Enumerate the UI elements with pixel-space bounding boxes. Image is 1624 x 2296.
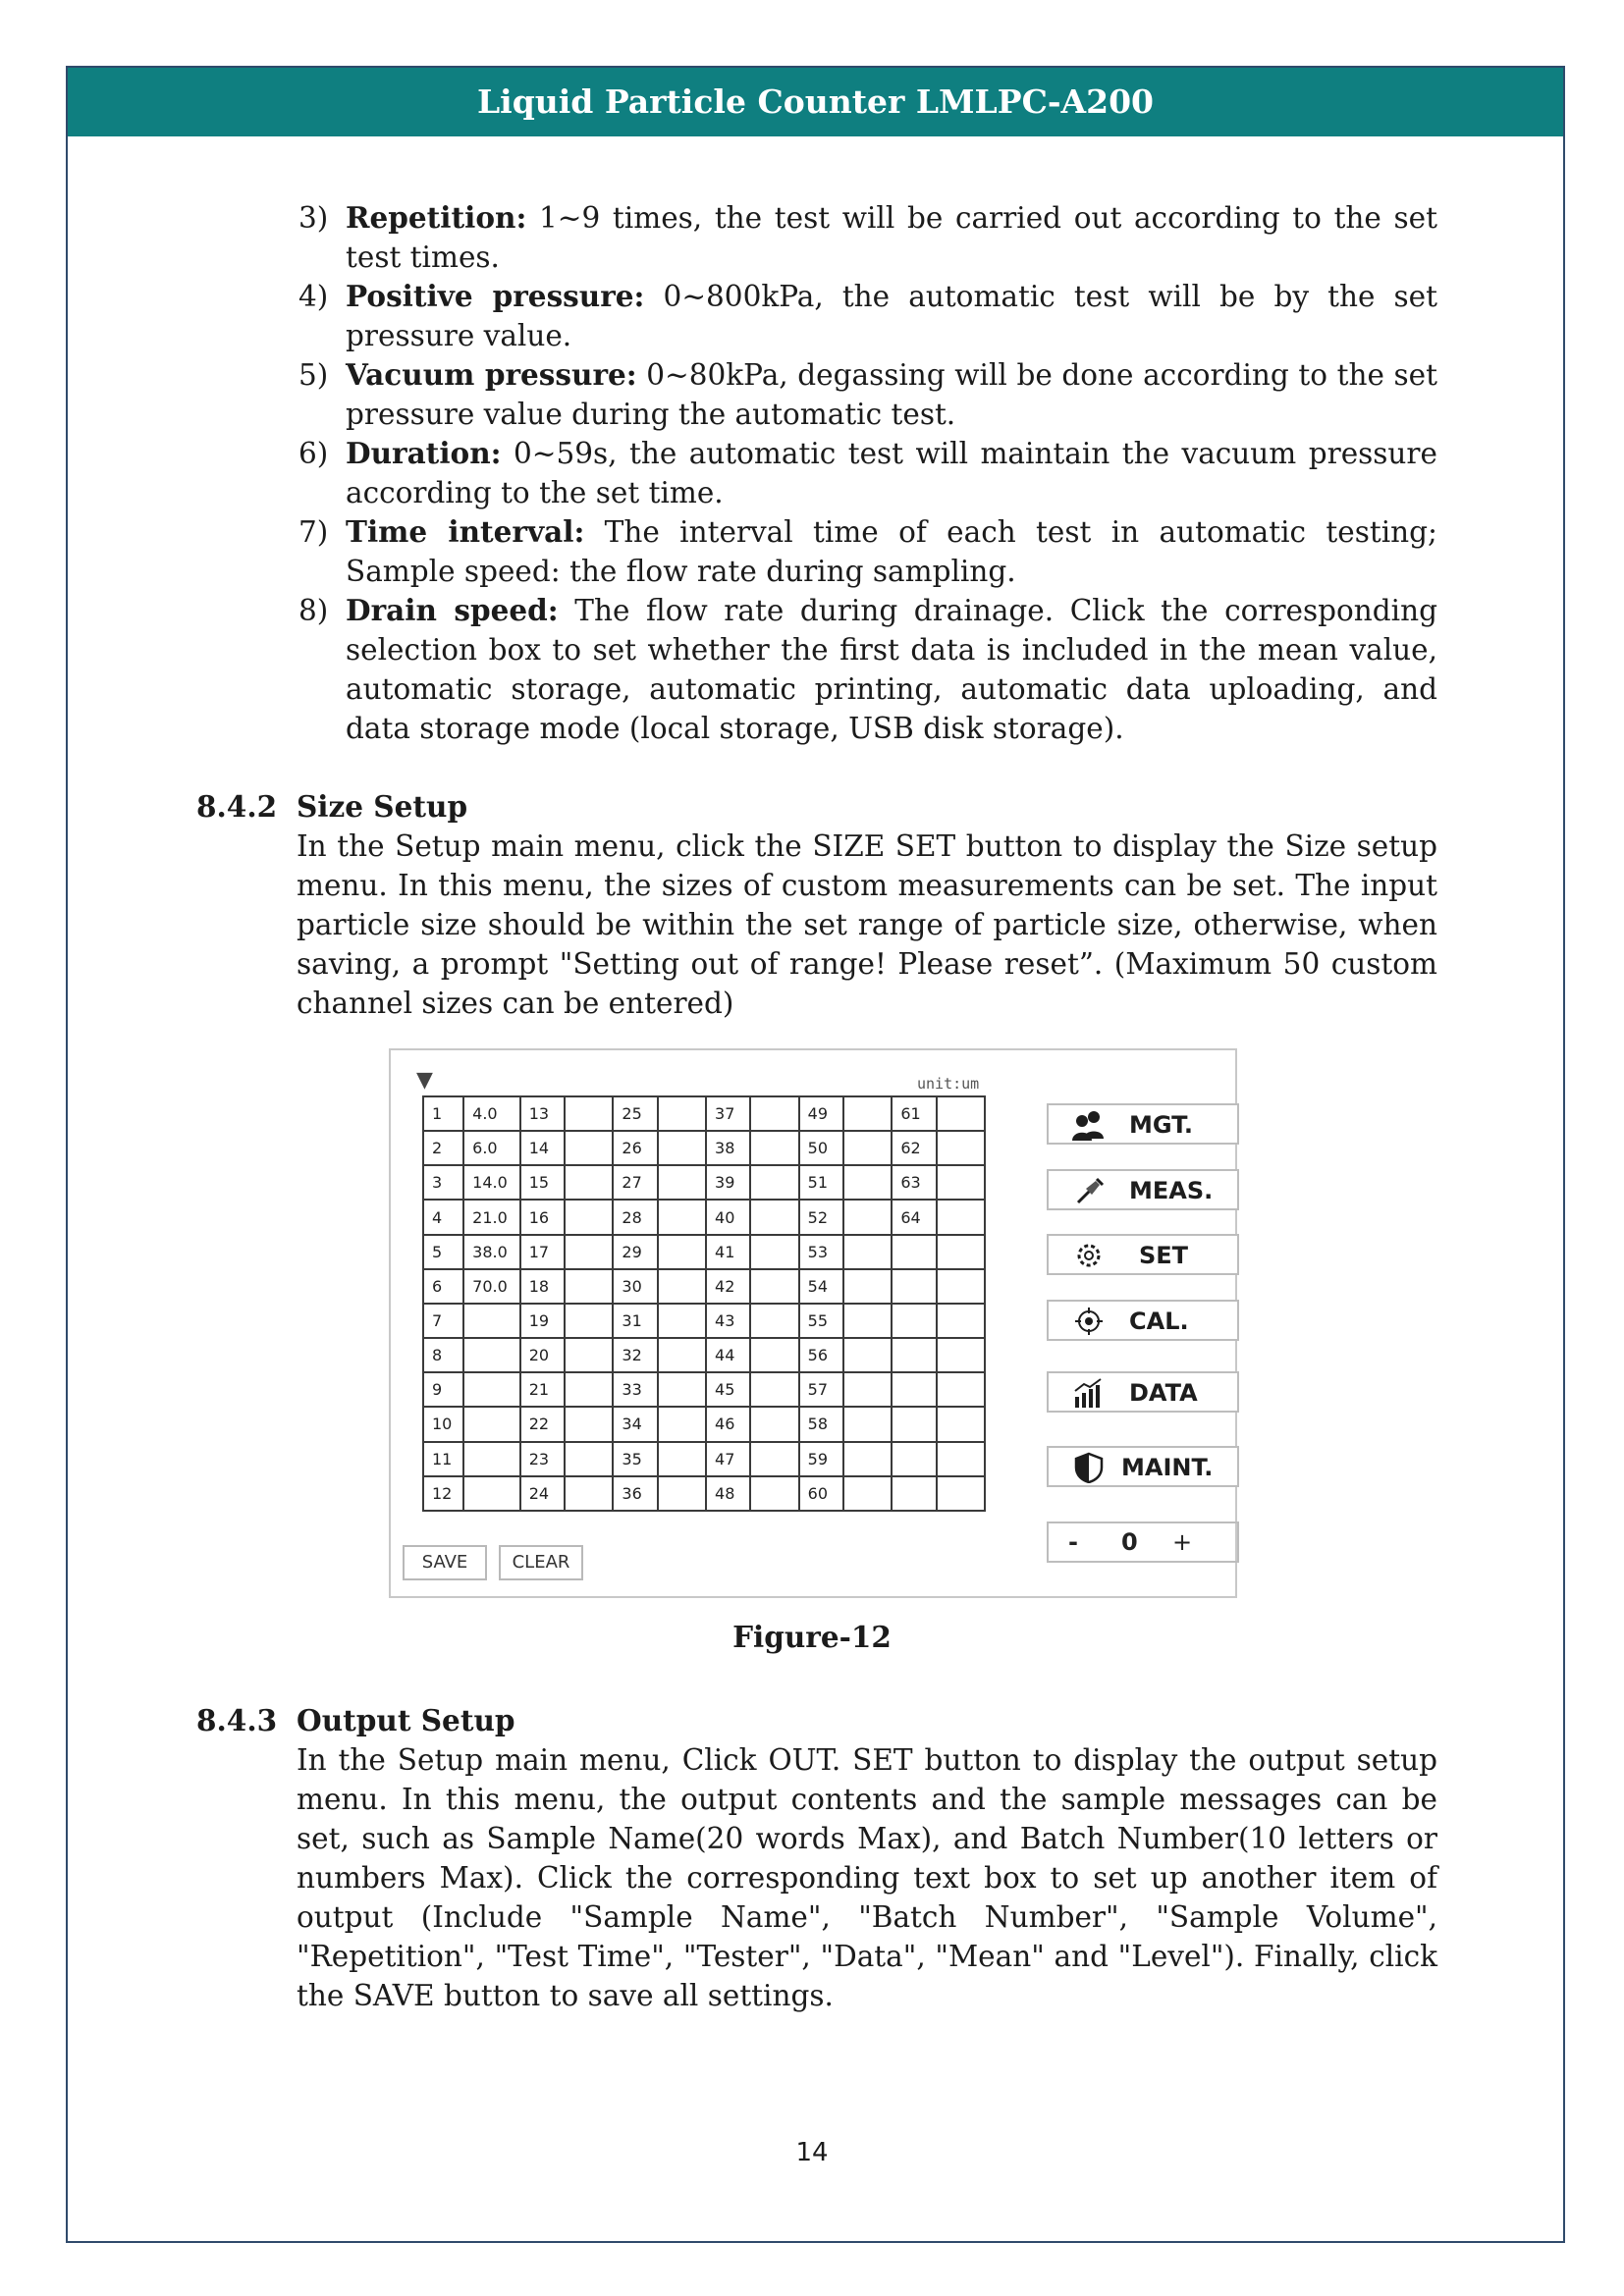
channel-number: 55 [799,1304,843,1338]
channel-number: 8 [423,1338,463,1372]
size-value-cell[interactable] [750,1372,798,1407]
size-value-cell[interactable] [565,1304,613,1338]
size-value-cell[interactable] [658,1269,706,1304]
channel-number [892,1338,936,1372]
item-number: 7) [298,515,329,549]
item-label: Repetition: [346,200,527,235]
size-value-cell[interactable] [843,1269,892,1304]
size-value-cell[interactable] [843,1338,892,1372]
size-value-cell[interactable] [843,1096,892,1131]
channel-number: 7 [423,1304,463,1338]
plus-button[interactable]: + [1172,1528,1193,1556]
channel-number: 10 [423,1407,463,1441]
channel-number [892,1442,936,1476]
size-value-cell[interactable] [750,1476,798,1511]
chart-icon [1072,1377,1106,1409]
table-row [423,1269,985,1304]
maint-label: MAINT. [1121,1454,1214,1481]
size-setup-screen [389,1048,1237,1598]
stepper-value: 0 [1121,1528,1138,1556]
channel-number: 43 [706,1304,750,1338]
size-value-cell[interactable] [658,1338,706,1372]
size-value-cell[interactable] [750,1304,798,1338]
channel-number: 53 [799,1235,843,1269]
size-value-cell[interactable] [750,1235,798,1269]
channel-number: 54 [799,1269,843,1304]
channel-number: 38 [706,1131,750,1165]
size-value-cell[interactable] [658,1131,706,1165]
channel-number: 56 [799,1338,843,1372]
channel-number: 27 [613,1165,657,1200]
size-value-cell[interactable] [937,1304,985,1338]
channel-number: 39 [706,1165,750,1200]
size-value-cell[interactable] [658,1096,706,1131]
set-label: SET [1139,1242,1189,1269]
channel-number: 30 [613,1269,657,1304]
size-value-cell[interactable] [565,1338,613,1372]
table-row [423,1165,985,1200]
size-value-cell[interactable] [750,1131,798,1165]
size-value-cell[interactable] [843,1476,892,1511]
size-value-cell[interactable] [565,1131,613,1165]
size-value-cell[interactable] [565,1372,613,1407]
size-value-cell[interactable] [937,1442,985,1476]
size-value-cell[interactable] [565,1200,613,1234]
channel-number: 3 [423,1165,463,1200]
item-number: 3) [298,201,329,235]
cal-button[interactable] [1047,1300,1239,1341]
channel-number [892,1235,936,1269]
channel-number: 25 [613,1096,657,1131]
channel-number: 6 [423,1269,463,1304]
size-value-cell[interactable] [843,1407,892,1441]
channel-number: 50 [799,1131,843,1165]
list-item-repetition [291,198,1437,277]
page-number: 14 [795,2138,829,2167]
table-row [423,1304,985,1338]
set-button[interactable] [1047,1234,1239,1275]
size-value-cell[interactable] [565,1269,613,1304]
channel-number: 59 [799,1442,843,1476]
channel-number: 16 [520,1200,565,1234]
channel-number: 40 [706,1200,750,1234]
size-value-cell[interactable] [843,1131,892,1165]
channel-number: 13 [520,1096,565,1131]
item-number: 4) [298,280,329,313]
size-value-cell[interactable] [658,1304,706,1338]
page-header: Liquid Particle Counter LMLPC-A200 [68,68,1563,136]
save-button[interactable]: SAVE [403,1545,487,1580]
section-paragraph: In the Setup main menu, click the SIZE SET button to display the Size setup menu. In this menu, the sizes of custom measurements can be set. The input particle size should be within the set range of particle size, otherwise, when saving, a prompt "Setting out of range! Please reset”. (Maximum 50 custom channel sizes can be entered) [297,829,1437,1020]
size-value-cell[interactable] [463,1407,520,1441]
channel-number: 21 [520,1372,565,1407]
syringe-icon [1072,1175,1106,1206]
data-label: DATA [1129,1379,1198,1407]
size-value-cell[interactable] [658,1476,706,1511]
channel-number [892,1269,936,1304]
channel-number [892,1372,936,1407]
size-value-cell[interactable] [937,1200,985,1234]
channel-number: 18 [520,1269,565,1304]
section-number: 8.4.3 [196,1703,278,1737]
cal-label: CAL. [1129,1308,1189,1335]
size-value-cell[interactable] [843,1165,892,1200]
item-label: Positive pressure: [346,279,645,313]
size-value-cell[interactable] [565,1235,613,1269]
item-number: 6) [298,437,329,470]
size-value-cell[interactable] [750,1338,798,1372]
size-value-cell[interactable] [658,1200,706,1234]
list-item-time-interval [291,512,1437,591]
size-value-cell[interactable] [750,1200,798,1234]
size-value-cell[interactable] [658,1165,706,1200]
item-number: 8) [298,594,329,627]
channel-number: 9 [423,1372,463,1407]
item-text: 0~800kPa, the automatic test will be by the set pressure value. [346,280,1437,352]
size-value-cell[interactable] [565,1476,613,1511]
table-row [423,1096,985,1131]
channel-number: 36 [613,1476,657,1511]
channel-number: 34 [613,1407,657,1441]
channel-number: 42 [706,1269,750,1304]
meas-label: MEAS. [1129,1177,1214,1204]
channel-number: 5 [423,1235,463,1269]
channel-number: 2 [423,1131,463,1165]
size-value-cell[interactable]: 70.0 [463,1269,520,1304]
channel-number: 24 [520,1476,565,1511]
channel-number: 48 [706,1476,750,1511]
mgt-button[interactable] [1047,1103,1239,1145]
channel-number: 1 [423,1096,463,1131]
table-row [423,1200,985,1234]
size-value-cell[interactable] [463,1476,520,1511]
meas-button[interactable] [1047,1169,1239,1210]
table-row [423,1372,985,1407]
item-label: Duration: [346,436,502,470]
channel-number: 45 [706,1372,750,1407]
table-row [423,1476,985,1511]
channel-number: 63 [892,1165,936,1200]
size-value-cell[interactable] [565,1096,613,1131]
size-value-cell[interactable] [565,1165,613,1200]
size-value-cell[interactable] [750,1269,798,1304]
target-icon [1072,1306,1106,1337]
size-value-cell[interactable] [463,1372,520,1407]
item-label: Time interval: [346,514,585,549]
channel-number: 20 [520,1338,565,1372]
size-value-cell[interactable] [565,1407,613,1441]
channel-number: 33 [613,1372,657,1407]
size-value-cell[interactable] [463,1442,520,1476]
size-value-cell[interactable] [750,1096,798,1131]
size-value-cell[interactable] [937,1372,985,1407]
item-text: The interval time of each test in automatic testing; Sample speed: the flow rate during sampling. [346,515,1437,588]
channel-number: 46 [706,1407,750,1441]
channel-number: 49 [799,1096,843,1131]
clear-button[interactable]: CLEAR [499,1545,583,1580]
section-title: Output Setup [297,1703,515,1737]
table-row [423,1407,985,1441]
channel-number: 57 [799,1372,843,1407]
channel-number: 15 [520,1165,565,1200]
channel-number [892,1304,936,1338]
channel-number: 14 [520,1131,565,1165]
channel-number: 64 [892,1200,936,1234]
channel-number: 58 [799,1407,843,1441]
list-item-duration [291,434,1437,512]
table-row [423,1235,985,1269]
size-value-cell[interactable] [658,1372,706,1407]
channel-number: 44 [706,1338,750,1372]
size-value-cell[interactable]: 4.0 [463,1096,520,1131]
channel-number: 41 [706,1235,750,1269]
channel-number: 35 [613,1442,657,1476]
channel-number: 31 [613,1304,657,1338]
dropdown-arrow-icon[interactable]: ▼ [416,1068,433,1093]
size-value-cell[interactable] [937,1235,985,1269]
channel-number: 11 [423,1442,463,1476]
size-value-cell[interactable] [937,1476,985,1511]
size-value-cell[interactable] [937,1131,985,1165]
size-value-cell[interactable] [843,1200,892,1234]
settings-list [291,198,1437,748]
channel-number: 52 [799,1200,843,1234]
channel-number: 22 [520,1407,565,1441]
size-value-cell[interactable]: 6.0 [463,1131,520,1165]
shield-icon [1072,1452,1106,1483]
table-row [423,1442,985,1476]
channel-number: 61 [892,1096,936,1131]
users-icon [1072,1109,1106,1141]
list-item-drain-speed [291,591,1437,748]
size-value-cell[interactable] [937,1165,985,1200]
channel-number: 4 [423,1200,463,1234]
channel-number: 17 [520,1235,565,1269]
size-value-cell[interactable] [843,1235,892,1269]
channel-number: 62 [892,1131,936,1165]
section-paragraph: In the Setup main menu, Click OUT. SET button to display the output setup menu. In this menu, the output contents and the sample messages can be set, such as Sample Name(20 words Max), and Batch Number(10 letters or numbers Max). Click the corresponding text box to set up another item of output (Include "Sample Name", "Batch Number", "Sample Volume", "Repetition", "Test Time", "Tester", "Data", "Mean" and "Level"). Finally, click the SAVE button to save all settings. [297,1743,1437,2012]
size-value-cell[interactable] [658,1235,706,1269]
channel-number: 47 [706,1442,750,1476]
channel-number: 12 [423,1476,463,1511]
size-value-cell[interactable] [463,1304,520,1338]
table-row [423,1338,985,1372]
size-value-cell[interactable] [463,1338,520,1372]
gear-icon [1072,1240,1106,1271]
maint-button[interactable] [1047,1446,1239,1487]
size-value-cell[interactable]: 38.0 [463,1235,520,1269]
section-title: Size Setup [297,789,468,824]
list-item-vacuum-pressure [291,355,1437,434]
size-value-cell[interactable]: 21.0 [463,1200,520,1234]
channel-number: 32 [613,1338,657,1372]
list-item-positive-pressure [291,277,1437,355]
channel-number: 29 [613,1235,657,1269]
size-value-cell[interactable] [750,1165,798,1200]
channel-number: 51 [799,1165,843,1200]
channel-number: 37 [706,1096,750,1131]
item-text: 1~9 times, the test will be carried out according to the set test times. [346,201,1437,274]
data-button[interactable] [1047,1371,1239,1413]
size-value-cell[interactable] [937,1269,985,1304]
channel-number: 23 [520,1442,565,1476]
size-value-cell[interactable] [750,1442,798,1476]
figure-caption: Figure-12 [732,1620,892,1654]
item-label: Drain speed: [346,593,559,627]
channel-number: 60 [799,1476,843,1511]
item-text: 0~80kPa, degassing will be done according to the set pressure value during the automatic test. [346,358,1437,431]
section-number: 8.4.2 [196,789,278,824]
channel-number: 28 [613,1200,657,1234]
size-value-cell[interactable] [843,1442,892,1476]
size-value-cell[interactable] [937,1338,985,1372]
size-value-cell[interactable] [750,1407,798,1441]
size-value-cell[interactable] [843,1372,892,1407]
table-row [423,1131,985,1165]
size-value-cell[interactable] [843,1304,892,1338]
size-value-cell[interactable]: 14.0 [463,1165,520,1200]
item-text: 0~59s, the automatic test will maintain the vacuum pressure according to the set time. [346,437,1437,509]
item-text: The flow rate during drainage. Click the corresponding selection box to set whether the first data is included in the mean value, automatic storage, automatic printing, automatic data uploading, and data storage mode (local storage, USB disk storage). [346,594,1438,745]
size-value-cell[interactable] [937,1096,985,1131]
channel-number [892,1407,936,1441]
channel-number: 19 [520,1304,565,1338]
size-value-cell[interactable] [937,1407,985,1441]
size-table [422,1095,986,1512]
mgt-label: MGT. [1129,1111,1194,1139]
minus-button[interactable]: - [1068,1528,1078,1556]
item-label: Vacuum pressure: [346,357,637,392]
unit-label: unit:um [917,1075,980,1093]
value-stepper [1047,1522,1239,1563]
size-value-cell[interactable] [658,1407,706,1441]
channel-number [892,1476,936,1511]
size-value-cell[interactable] [658,1442,706,1476]
item-number: 5) [298,358,329,392]
channel-number: 26 [613,1131,657,1165]
size-value-cell[interactable] [565,1442,613,1476]
